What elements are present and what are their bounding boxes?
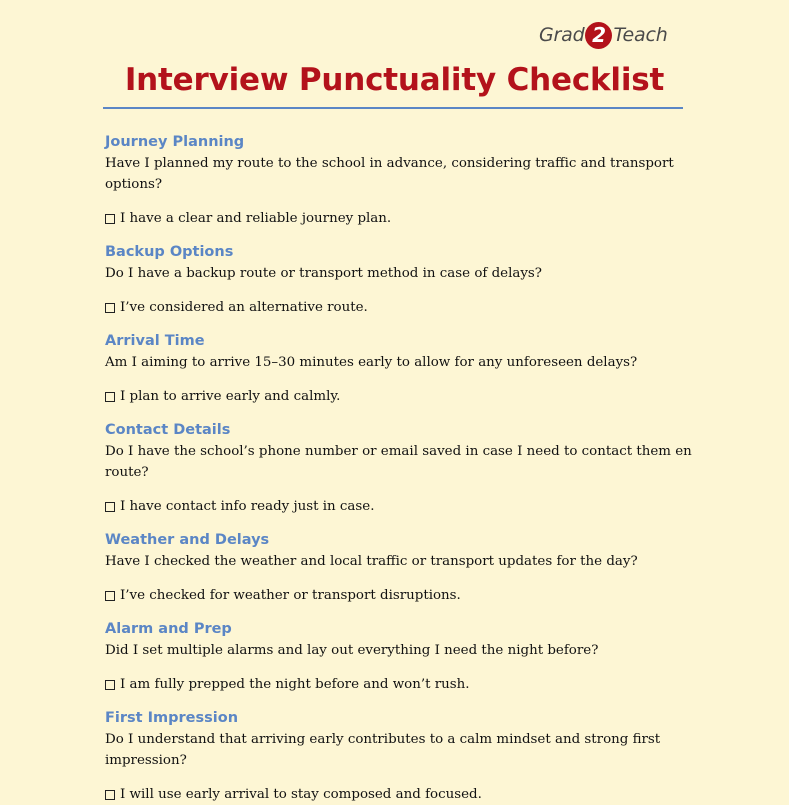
checklist-item-label: I will use early arrival to stay composed and focused. — [120, 787, 482, 802]
checklist-item[interactable] — [105, 784, 695, 805]
section-heading: Backup Options — [105, 244, 234, 260]
section-question: Do I have the school’s phone number or email saved in case I need to contact them en route? — [105, 444, 692, 480]
section-heading: First Impression — [105, 710, 239, 726]
section-first-impression — [105, 707, 695, 805]
checklist-item[interactable] — [105, 674, 695, 695]
checklist-item-label: I plan to arrive early and calmly. — [120, 389, 341, 404]
title-divider — [103, 107, 683, 109]
checklist-item-label: I am fully prepped the night before and won’t rush. — [120, 677, 470, 692]
checklist-item-label: I have a clear and reliable journey plan. — [120, 211, 392, 226]
checklist-item-label: I have contact info ready just in case. — [120, 499, 375, 514]
section-question: Do I understand that arriving early contributes to a calm mindset and strong first impression? — [105, 732, 661, 768]
section-heading: Contact Details — [105, 422, 231, 438]
section-question: Did I set multiple alarms and lay out everything I need the night before? — [105, 643, 599, 658]
section-weather-and-delays — [105, 529, 695, 606]
section-heading: Journey Planning — [105, 134, 245, 150]
checkbox-icon[interactable] — [105, 680, 115, 690]
logo-text-right: Teach — [613, 24, 668, 46]
section-journey-planning — [105, 131, 695, 229]
section-alarm-and-prep — [105, 618, 695, 695]
page-title: Interview Punctuality Checklist — [124, 62, 665, 98]
checklist-item[interactable] — [105, 496, 695, 517]
checkbox-icon[interactable] — [105, 790, 115, 800]
checklist — [105, 131, 695, 805]
section-question: Do I have a backup route or transport method in case of delays? — [105, 266, 542, 281]
section-heading: Arrival Time — [105, 333, 205, 349]
logo-circle-two: 2 — [585, 22, 612, 49]
section-question: Am I aiming to arrive 15–30 minutes early to allow for any unforeseen delays? — [105, 355, 638, 370]
logo-text-left: Grad — [539, 24, 585, 46]
checklist-item[interactable] — [105, 585, 695, 606]
section-backup-options — [105, 241, 695, 318]
checklist-item-label: I’ve checked for weather or transport disruptions. — [120, 588, 461, 603]
section-heading: Weather and Delays — [105, 532, 270, 548]
checkbox-icon[interactable] — [105, 392, 115, 402]
section-arrival-time — [105, 330, 695, 407]
checklist-item[interactable] — [105, 297, 695, 318]
section-heading: Alarm and Prep — [105, 621, 232, 637]
section-question: Have I planned my route to the school in advance, considering traffic and transport options? — [105, 156, 674, 192]
section-question: Have I checked the weather and local traffic or transport updates for the day? — [105, 554, 638, 569]
checklist-item-label: I’ve considered an alternative route. — [120, 300, 368, 315]
checkbox-icon[interactable] — [105, 303, 115, 313]
grad2teach-logo — [539, 20, 668, 50]
checklist-item[interactable] — [105, 208, 695, 229]
checklist-item[interactable] — [105, 386, 695, 407]
checkbox-icon[interactable] — [105, 591, 115, 601]
checkbox-icon[interactable] — [105, 214, 115, 224]
section-contact-details — [105, 419, 695, 517]
checkbox-icon[interactable] — [105, 502, 115, 512]
